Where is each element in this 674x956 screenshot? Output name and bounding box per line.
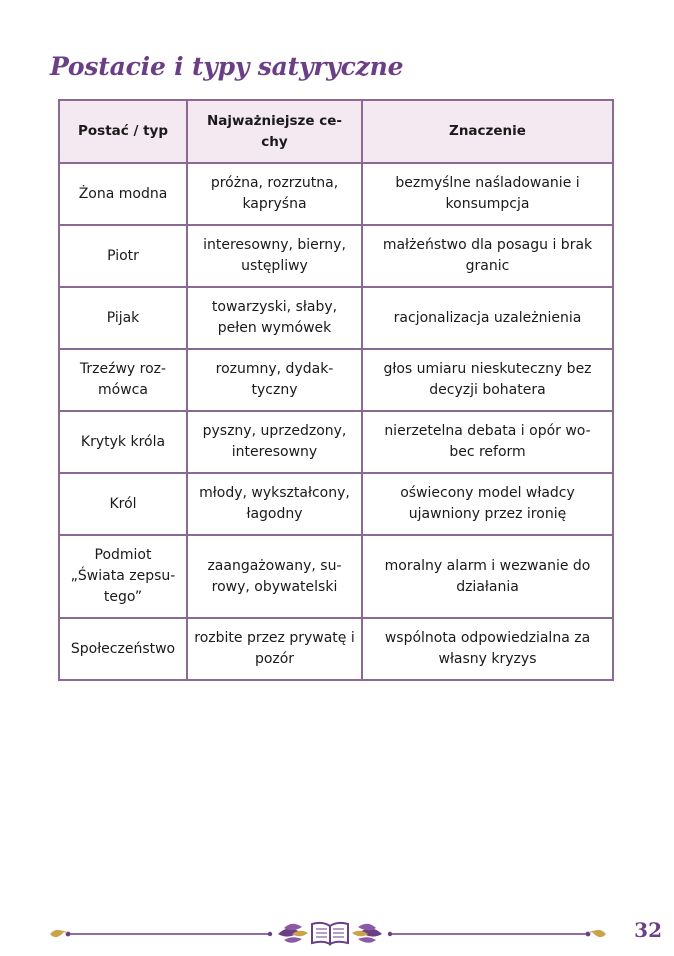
page-number: 32 xyxy=(634,918,662,942)
table-row xyxy=(59,535,613,618)
cell-meaning: głos umiaru nieskuteczny bez decyzji bohatera xyxy=(362,349,613,411)
cell-character: Pijak xyxy=(59,287,187,349)
cell-meaning: moralny alarm i wezwanie do działania xyxy=(362,535,613,618)
table-row xyxy=(59,411,613,473)
page-title: Postacie i typy satyryczne xyxy=(50,52,404,81)
cell-character: Piotr xyxy=(59,225,187,287)
table-row xyxy=(59,618,613,680)
cell-traits: zaangażowany, su- rowy, obywatelski xyxy=(187,535,362,618)
header-label: Znaczenie xyxy=(449,123,526,139)
table-header-row xyxy=(59,100,613,163)
cell-meaning: oświecony model władcy ujawniony przez ironię xyxy=(362,473,613,535)
footer-ornament xyxy=(48,912,608,952)
cell-traits: rozbite przez prywatę i pozór xyxy=(187,618,362,680)
cell-character: Podmiot „Świata zepsu- tego” xyxy=(59,535,187,618)
header-cell-character xyxy=(59,100,187,163)
cell-meaning: wspólnota odpowiedzialna za własny kryzys xyxy=(362,618,613,680)
cell-traits: pyszny, uprzedzony, interesowny xyxy=(187,411,362,473)
header-cell-meaning xyxy=(362,100,613,163)
cell-meaning: bezmyślne naśladowanie i konsumpcja xyxy=(362,163,613,225)
header-label: Najważniejsze ce- chy xyxy=(206,112,342,150)
header-label: Postać / typ xyxy=(77,123,169,139)
header-cell-traits xyxy=(187,100,362,163)
cell-traits: towarzyski, słaby, pełen wymówek xyxy=(187,287,362,349)
cell-meaning: nierzetelna debata i opór wo- bec reform xyxy=(362,411,613,473)
cell-meaning: racjonalizacja uzależnienia xyxy=(362,287,613,349)
characters-table xyxy=(58,99,614,681)
table-row xyxy=(59,225,613,287)
cell-traits: rozumny, dydak- tyczny xyxy=(187,349,362,411)
right-flourish-icon xyxy=(388,930,606,937)
cell-traits: młody, wykształcony, łagodny xyxy=(187,473,362,535)
cell-character: Trzeźwy roz- mówca xyxy=(59,349,187,411)
table-row xyxy=(59,349,613,411)
cell-character: Żona modna xyxy=(59,163,187,225)
cell-character: Społeczeństwo xyxy=(59,618,187,680)
cell-meaning: małżeństwo dla posagu i brak granic xyxy=(362,225,613,287)
table-row xyxy=(59,473,613,535)
cell-traits: interesowny, bierny, ustępliwy xyxy=(187,225,362,287)
table-row xyxy=(59,287,613,349)
left-flourish-icon xyxy=(50,930,272,937)
book-ornament-icon xyxy=(278,923,382,944)
table-row xyxy=(59,163,613,225)
cell-character: Król xyxy=(59,473,187,535)
cell-traits: próżna, rozrzutna, kapryśna xyxy=(187,163,362,225)
cell-character: Krytyk króla xyxy=(59,411,187,473)
